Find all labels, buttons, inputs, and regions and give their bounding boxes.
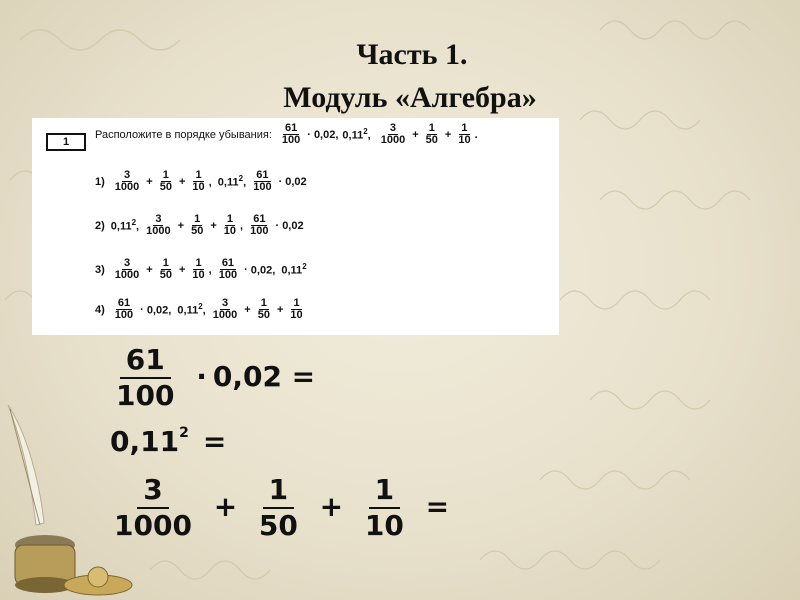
option-1[interactable]: 1) 3 1000 + $\frac{1}{50}$ + $\frac{1}{10}$ , 0,11$^2$, 61 100 · 0,02 [95, 169, 307, 193]
option-3[interactable]: 3) 3 1000 + $\frac{1}{50}$ + $\frac{1}{10}$ , 61 100 · 0,02, 0,11$^2$ [95, 257, 307, 281]
quill-inkwell-icon [0, 395, 140, 600]
slide-title-line2: Модуль «Алгебра» [283, 81, 537, 114]
task-number: 1 [46, 133, 86, 151]
task-prompt: Расположите в порядке убывания: [95, 128, 272, 141]
work-expr-1: $\frac{61}{100}$ · 0,02 = [116, 343, 316, 412]
work-expr-2: $0,11^2$ = [110, 425, 227, 458]
work-expr-3: $\frac{3}{1000}$ + $\frac{1}{50}$ + $\frac{1}{10}$ = [114, 473, 450, 542]
slide-title-line1: Часть 1. [356, 38, 468, 71]
option-2[interactable]: 2) 0,11$^2$, 3 1000 + $\frac{1}{50}$ + $\frac{1}{10}$ , 61 100 · 0,02 [95, 213, 304, 237]
option-4[interactable]: 4) 61 100 · 0,02, 0,11$^2$, 3 1000 + $\frac{1}{50}$ + $\frac{1}{10}$ [95, 297, 303, 321]
task-card [32, 118, 559, 335]
task-prompt-row: Расположите в порядке убывания: 61 100 · 0,02, 0,11$^2$, 3 1000 + $\frac{1}{50}$ + $\frac{1}{10}$ . [95, 122, 478, 146]
